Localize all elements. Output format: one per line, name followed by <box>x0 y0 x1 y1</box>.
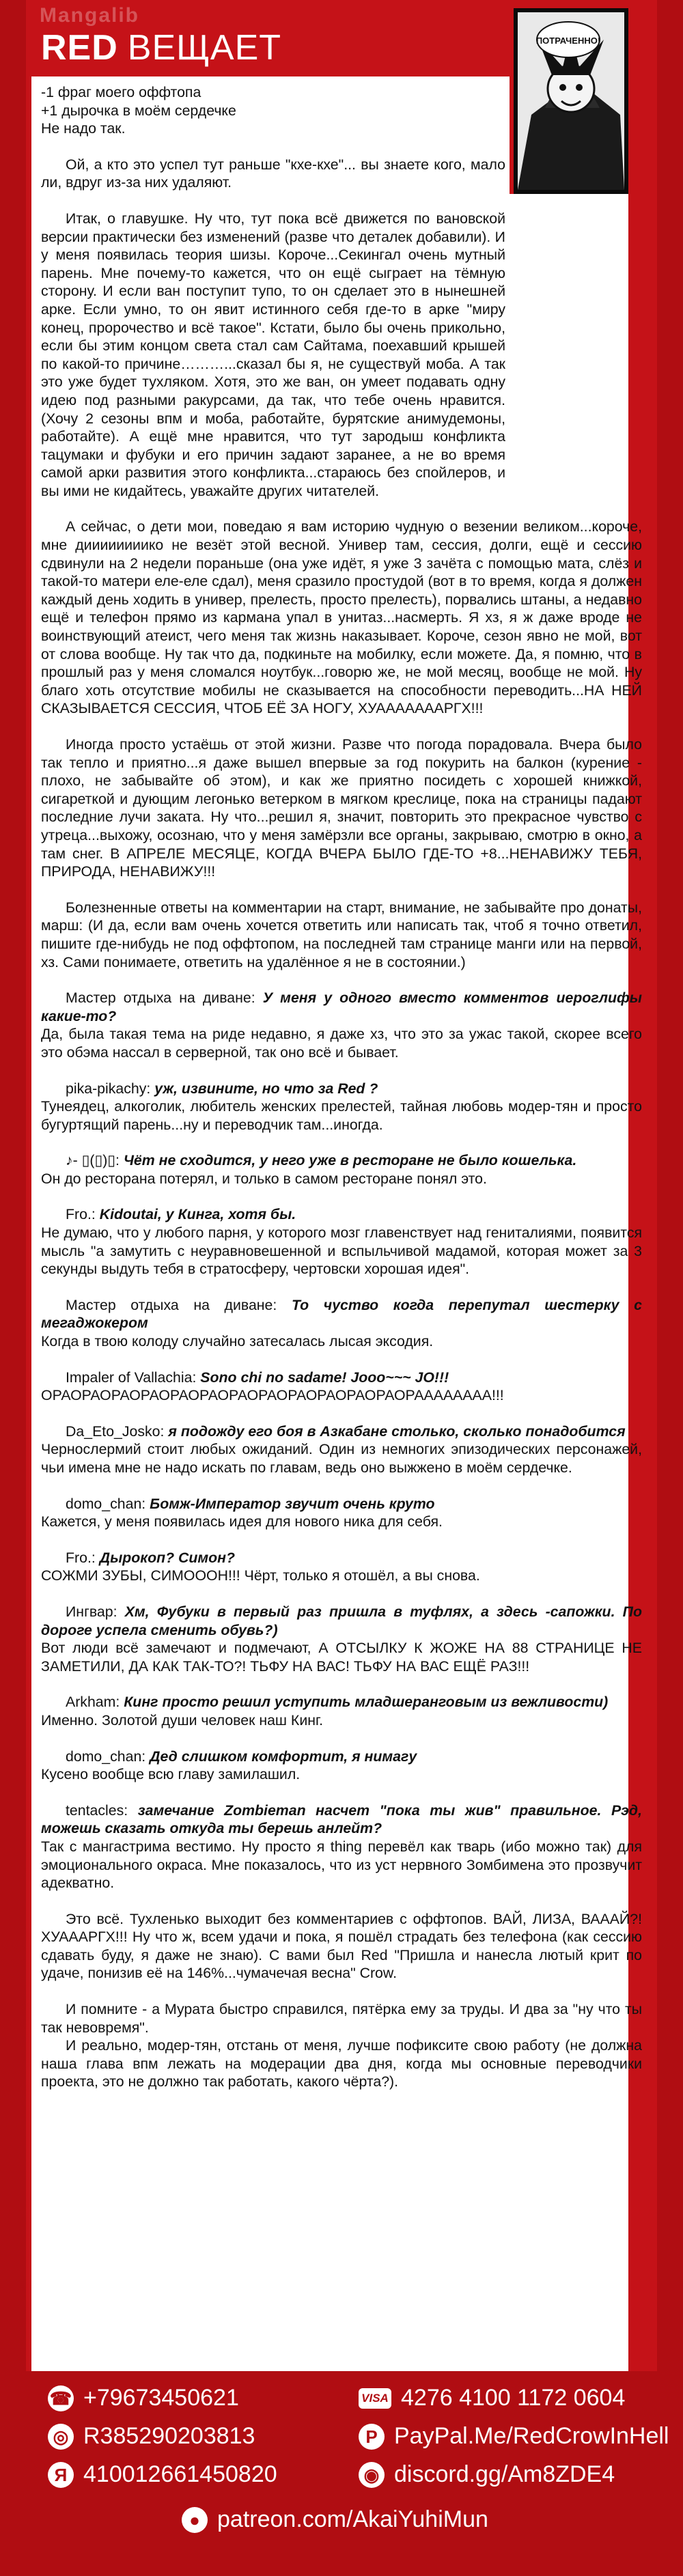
comments-list <box>41 989 642 1892</box>
patreon-url: patreon.com/AkaiYuhiMun <box>217 2506 488 2532</box>
comment-item <box>41 1603 642 1675</box>
intro-block <box>41 83 505 138</box>
patreon-icon: ● <box>182 2507 208 2533</box>
comment-answer: Когда в твою колоду случайно затесалась лысая эксодия. <box>41 1333 434 1350</box>
phone-icon: ☎ <box>48 2385 74 2411</box>
comment-answer: ОРАОРАОРАОРАОРАОРАОРАОРАОРАОРАОРАОРАОРАААААААА!!! <box>41 1387 504 1404</box>
comment-question: уж, извините, но что за Red ? <box>154 1080 378 1097</box>
comment-answer: Тунеядец, алкоголик, любитель женских прелестей, тайная любовь модер-тян и просто бугуртящий парень...ну и переводчик там...иногда. <box>41 1098 642 1133</box>
comment-question: У меня у одного вместо комментов иероглифы какие-то? <box>41 990 642 1024</box>
visa-card-icon: VISA <box>359 2388 391 2409</box>
comment-question: Sono chi no sadame! Jooo~~~ JO!!! <box>200 1369 449 1386</box>
comment-item <box>41 1495 642 1531</box>
comment-question: я подожду его боя в Азкабане столько, сколько понадобится <box>168 1423 626 1440</box>
comment-author: Мастер отдыха на диване: <box>66 1296 277 1313</box>
discord-link[interactable] <box>359 2461 615 2488</box>
card-number: 4276 4100 1172 0604 <box>401 2385 626 2411</box>
webmoney-link[interactable] <box>48 2423 255 2450</box>
brand-bold: RED <box>41 28 118 68</box>
comment-answer: Не думаю, что у любого парня, у которого мозг главенствует над гениталиями, появится мысль "а замутить с неуравновешенной и вспыльчивой мадамой, которая может за 3 секунды выдуть тебя в стратосферу, чертовски хорошая идея". <box>41 1224 642 1278</box>
comment-answer: Чернослермий стоит любых ожиданий. Один из немногих эпизодических персонажей, чьи имена мне не надо искать по главам, ведь оно выжжено в моём сердечке. <box>41 1441 642 1476</box>
footer <box>0 2371 683 2576</box>
comment-question: замечание Zombieman насчет "пока ты жив" правильное. Рэд, можешь сказать откуда ты берешь анлейт? <box>41 1802 643 1837</box>
comment-author: Da_Eto_Josko: <box>66 1423 165 1440</box>
comment-author: tentacles: <box>66 1802 128 1819</box>
paypal-address: PayPal.Me/RedCrowInHell <box>394 2423 669 2449</box>
card-link[interactable] <box>359 2385 625 2411</box>
intro-line: +1 дырочка в моём сердечке <box>41 102 236 119</box>
brand-title <box>41 27 281 68</box>
paragraph: Ой, а кто это успел тут раньше "кхе-кхе"... вы знаете кого, мало ли, вдруг из-за них удаляют. <box>41 156 505 191</box>
comment-item <box>41 1369 642 1405</box>
comment-answer: Кажется, у меня появилась идея для нового ника для себя. <box>41 1513 443 1530</box>
comment-answer: Он до ресторана потерял, и только в самом ресторане понял это. <box>41 1170 487 1187</box>
paragraph: Это всё. Тухленько выходит без комментариев с оффтопов. ВАЙ, ЛИЗА, ВАААЙ?! ХУАААРГХ!!! Ну что ж, всем удачи и пока, я пошёл страдать без телефона (как сессию сдавать буду, я даже не знаю). С вами был Red "Пришла и нанесла лютый крит по удаче, понизив её на 146%...чумачечая весна" Crow. <box>41 1910 642 1982</box>
paypal-link[interactable] <box>359 2423 669 2450</box>
phone-number: +79673450621 <box>83 2385 239 2411</box>
intro-line: -1 фраг моего оффтопа <box>41 84 201 100</box>
comment-author: Fro.: <box>66 1206 96 1223</box>
comment-item <box>41 1205 642 1278</box>
comment-question: Хм, Фубуки в первый раз пришла в туфлях, а здесь -сапожки. По дороге успела сменить обувь?) <box>41 1603 642 1638</box>
paragraph: Иногда просто устаёшь от этой жизни. Разве что погода порадовала. Вчера было так тепло и приятно...я даже вышел впервые за год покурить на балкон (курение - плохо, не забывайте об этом), и как же приятно посидеть с хорошей книжкой, сигареткой и дующим легонько ветерком в мягком креслице, пока на страницы падают последние лучи заката. Ну что...решил я, значит, повторить это прекрасное чувство с утреца...выхожу, осознаю, что у меня замёрзли все органы, закрываю, смотрю в окно, а там снег. В АПРЕЛЕ МЕСЯЦЕ, КОГДА ВЧЕРА БЫЛО ГДЕ-ТО +8...НЕНАВИЖУ ТЕБЯ, ПРИРОДА, НЕНАВИЖУ!!! <box>41 736 642 880</box>
main-text <box>41 83 642 2109</box>
comment-item <box>41 1693 642 1729</box>
comment-item <box>41 1296 642 1351</box>
comment-answer: Именно. Золотой души человек наш Кинг. <box>41 1711 324 1728</box>
comment-author: Ингвар: <box>66 1603 117 1620</box>
paragraph: И помните - а Мурата быстро справился, пятёрка ему за труды. И два за "ну что ты так невовремя". <box>41 2001 642 2036</box>
comment-item <box>41 1549 642 1585</box>
comment-question: Дед слишком комфортит, я нимагу <box>150 1748 417 1765</box>
comment-author: Fro.: <box>66 1549 96 1566</box>
comment-author: ♪- ▯(▯)▯: <box>66 1152 120 1169</box>
comment-question: Кинг просто решил уступить младшеранговым из вежливости) <box>124 1694 609 1711</box>
webmoney-icon: ◎ <box>48 2424 74 2450</box>
comment-item <box>41 1080 642 1134</box>
intro-line: Не надо так. <box>41 120 126 137</box>
comment-author: Impaler of Vallachia: <box>66 1369 197 1386</box>
yandex-wallet: 410012661450820 <box>83 2461 277 2487</box>
avatar-caption: ПОТРАЧЕННО! <box>535 36 601 46</box>
watermark: Mangalib <box>40 4 140 27</box>
paragraph: И реально, модер-тян, отстань от меня, лучше пофиксите свою работу (не должна наша глава впм лежать на модерации два дня, когда мы основные переводчики проекта, это не должно так работать, какого чёрта?). <box>41 2037 642 2090</box>
comment-author: domo_chan: <box>66 1748 146 1765</box>
comment-item <box>41 989 642 1061</box>
paragraph: Болезненные ответы на комментарии на старт, внимание, не забывайте про донаты, марш: (И да, если вам очень хочется ответить или написать так, чтоб я точно ответил, пишите где-нибудь не под оффтопом, на последней там странице манги или на первой, хз. Сами понимаете, ответить на удалённое я не в состоянии.) <box>41 899 642 970</box>
paragraph: А сейчас, о дети мои, поведаю я вам историю чудную о везении великом...короче, мне диииииииико не везёт этой весной. Универ там, сессия, долги, ещё и сессию сдвинули на 2 недели пораньше (она уже идёт, я уже 3 зачёта с помощью мата, слёз и такой-то матери еле-еле сдал), меня сразило простудой (вот в то время, когда я должен каждый день ходить в универ, прелесть, просто прелесть), порвались штаны, а недавно ещё и телефон прямо из кармана упал в унитаз...насмерть. Я хз, я ж даже вроде не воинствующий атеист, чего меня так жизнь наказывает. Короче, сезон явно не мой, вот от слова вообще. Ну так что да, подкиньте на мобилку, если можете. Да, я помню, что в прошлый раз у меня сломался ноутбук...говорю же, не мой месяц, вообще не мой. Ну благо хоть отсутствие мобилы не сказывается на способности переводить...НА НЕЙ СКАЗЫВАЕТСЯ СЕССИЯ, ЧТОБ ЕЁ ЗА НОГУ, ХУАААААААРГХ!!! <box>41 518 642 717</box>
comment-author: Arkham: <box>66 1694 120 1711</box>
comment-question: Чёт не сходится, у него уже в ресторане не было кошелька. <box>123 1152 577 1169</box>
discord-invite: discord.gg/Am8ZDE4 <box>394 2461 615 2487</box>
comment-question: Kidoutai, у Кинга, хотя бы. <box>99 1206 296 1223</box>
comment-question: Бомж-Император звучит очень круто <box>150 1495 435 1512</box>
comment-question: То чуство когда перепутал шестерку с мегаджокером <box>41 1296 642 1332</box>
webmoney-wallet: R385290203813 <box>83 2423 255 2449</box>
comment-answer: Да, была такая тема на риде недавно, я даже хз, что это за ужас такой, скорее всего это обэма нассал в серверной, так оно всё и бывает. <box>41 1026 642 1061</box>
phone-link[interactable] <box>48 2385 239 2411</box>
comment-answer: Вот люди всё замечают и подмечают, А ОТСЫЛКУ К ЖОЖЕ НА 88 СТРАНИЦЕ НЕ ЗАМЕТИЛИ, ДА КАК ТАК-ТО?! ТЬФУ НА ВАС! ТЬФУ НА ВАС ЕЩЁ РАЗ!!! <box>41 1640 642 1675</box>
comment-question: Дырокоп? Симон? <box>99 1549 236 1566</box>
brand-light: ВЕЩАЕТ <box>127 28 282 68</box>
comment-item <box>41 1151 642 1188</box>
comment-author: Мастер отдыха на диване: <box>66 990 255 1007</box>
comment-item <box>41 1423 642 1477</box>
comment-item <box>41 1802 642 1892</box>
yandex-link[interactable] <box>48 2461 277 2488</box>
patreon-link[interactable] <box>182 2506 488 2533</box>
comment-author: pika-pikachy: <box>66 1080 151 1097</box>
comment-author: domo_chan: <box>66 1495 146 1512</box>
comment-answer: Кусено вообще всю главу замилашил. <box>41 1766 301 1783</box>
yandex-money-icon: Я <box>48 2462 74 2488</box>
discord-icon: ◉ <box>359 2462 385 2488</box>
comment-answer: СОЖМИ ЗУБЫ, СИМОООН!!! Чёрт, только я отошёл, а вы снова. <box>41 1567 480 1584</box>
paragraph: Итак, о главушке. Ну что, тут пока всё движется по вановской версии практически без изменений (разве что деталек добавили). И у меня появилась теория шизы. Короче...Секингал очень мутный парень. Мне почему-то кажется, что он ещё сыграет на тёмную сторону. И если ван поступит тупо, то он сделает это в нынешней арке. Если умно, то он явит истинного себя где-то в арке "миру конец, пророчество и всё такое". Кстати, было бы очень прикольно, если бы этим концом света стал сам Сайтама, поехавший крышей по какой-то причине………...сказал бы я, не существуй моба. А так это уже будет тухляком. Хотя, это же ван, он умеет подавать одну идею под разными ракурсами, да так, что тебе очень нравится. (Хочу 2 сезоны впм и моба, работайте, бурятские анимудемоны, работайте). А ещё мне нравится, что тут зародыш конфликта тацумаки и фубуки и его причин задают заранее, а не во время самой арки развития этого конфликта...стараюсь без спойлеров, и вы ими не кидайтесь, уважайте других читателей. <box>41 210 505 499</box>
comment-answer: Так с мангастрима вестимо. Ну просто я thing перевёл как тварь (ибо можно так) для эмоционального окраса. Мне показалось, что из уст нервного Зомбимена это прозвучит адекватно. <box>41 1838 642 1892</box>
paypal-icon: P <box>359 2424 385 2450</box>
comment-item <box>41 1748 642 1784</box>
